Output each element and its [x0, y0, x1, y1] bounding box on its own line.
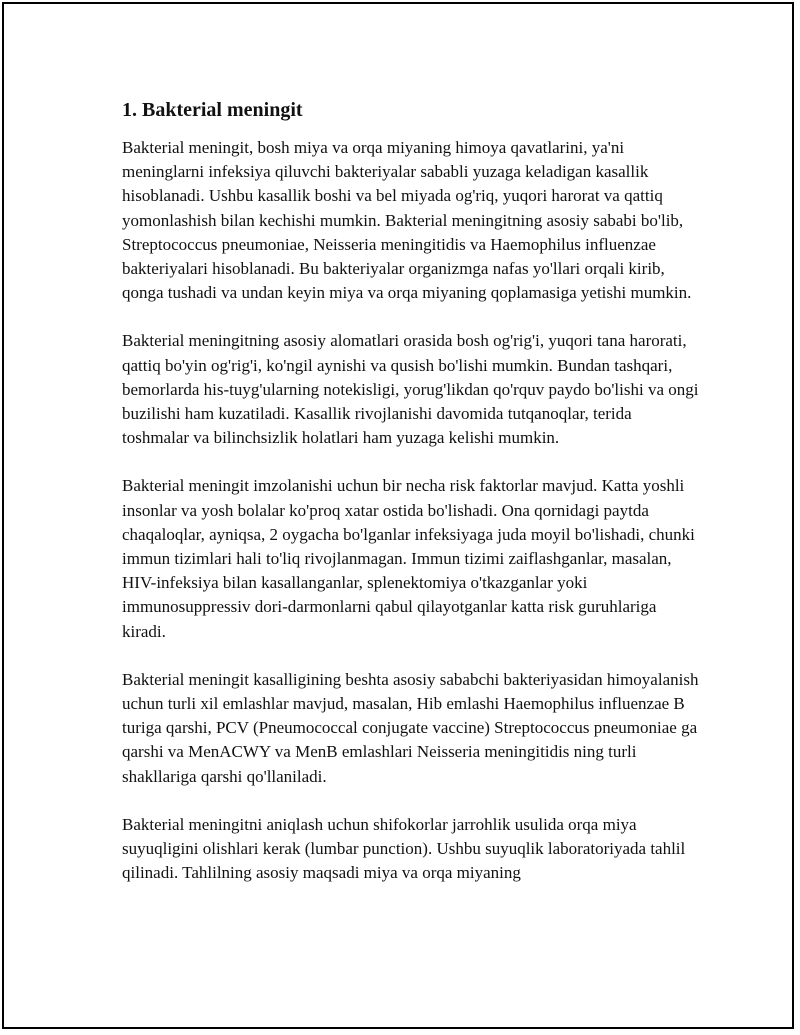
document-body: [122, 96, 702, 909]
section-heading: 1. Bakterial meningit: [122, 99, 303, 121]
paragraph-definition: Bakterial meningit, bosh miya va orqa miyaning himoya qavatlarini, ya'ni meninglarni infeksiya qiluvchi bakteriyalar sababli yuzaga keladigan kasallik hisoblanadi. Ushbu kasallik boshi va bel miyada og'riq, yuqori harorat va qattiq yomonlashish bilan kechishi mumkin. Bakterial meningitning asosiy sababi bo'lib, Streptococcus pneumoniae, Neisseria meningitidis va Haemophilus influenzae bakteriyalari hisoblanadi. Bu bakteriyalar organizmga nafas yo'llari orqali kirib, qonga tushadi va undan keyin miya va orqa miyaning qoplamasiga yetishi mumkin.: [122, 138, 692, 303]
paragraph-vaccines: Bakterial meningit kasalligining beshta asosiy sababchi bakteriyasidan himoyalanish uchun turli xil emlashlar mavjud, masalan, Hib emlashi Haemophilus influenzae B turiga qarshi, PCV (Pneumococcal conjugate vaccine) Streptococcus pneumoniae ga qarshi va MenACWY va MenB emlashlari Neisseria meningitidis ning turli shakllariga qarshi qo'llaniladi.: [122, 669, 699, 786]
paragraph-risk-factors: Bakterial meningit imzolanishi uchun bir necha risk faktorlar mavjud. Katta yoshli insonlar va yosh bolalar ko'proq xatar ostida bo'lishadi. Ona qornidagi paytda chaqaloqlar, ayniqsa, 2 oygacha bo'lganlar infeksiyaga juda moyil bo'lishadi, chunki immun tizimlari hali to'liq rivojlanmagan. Immun tizimi zaiflashganlar, masalan, HIV-infeksiya bilan kasallanganlar, splenektomiya o'tkazganlar yoki immunosuppressiv dori-darmonlarni qabul qilayotganlar katta risk guruhlariga kiradi.: [122, 476, 695, 641]
document-page: [2, 2, 794, 1029]
paragraph-diagnosis: Bakterial meningitni aniqlash uchun shifokorlar jarrohlik usulida orqa miya suyuqligini olishlari kerak (lumbar punction). Ushbu suyuqlik laboratoriyada tahlil qilinadi. Tahlilning asosiy maqsadi miya va orqa miyaning: [122, 814, 686, 883]
paragraph-symptoms: Bakterial meningitning asosiy alomatlari orasida bosh og'rig'i, yuqori tana harorati, qattiq bo'yin og'rig'i, ko'ngil aynishi va qusish bo'lishi mumkin. Bundan tashqari, bemorlarda his-tuyg'ularning notekisligi, yorug'likdan qo'rquv paydo bo'lishi va ongi buzilishi ham kuzatiladi. Kasallik rivojlanishi davomida tutqanoqlar, terida toshmalar va bilinchsizlik holatlari ham yuzaga kelishi mumkin.: [122, 331, 699, 448]
